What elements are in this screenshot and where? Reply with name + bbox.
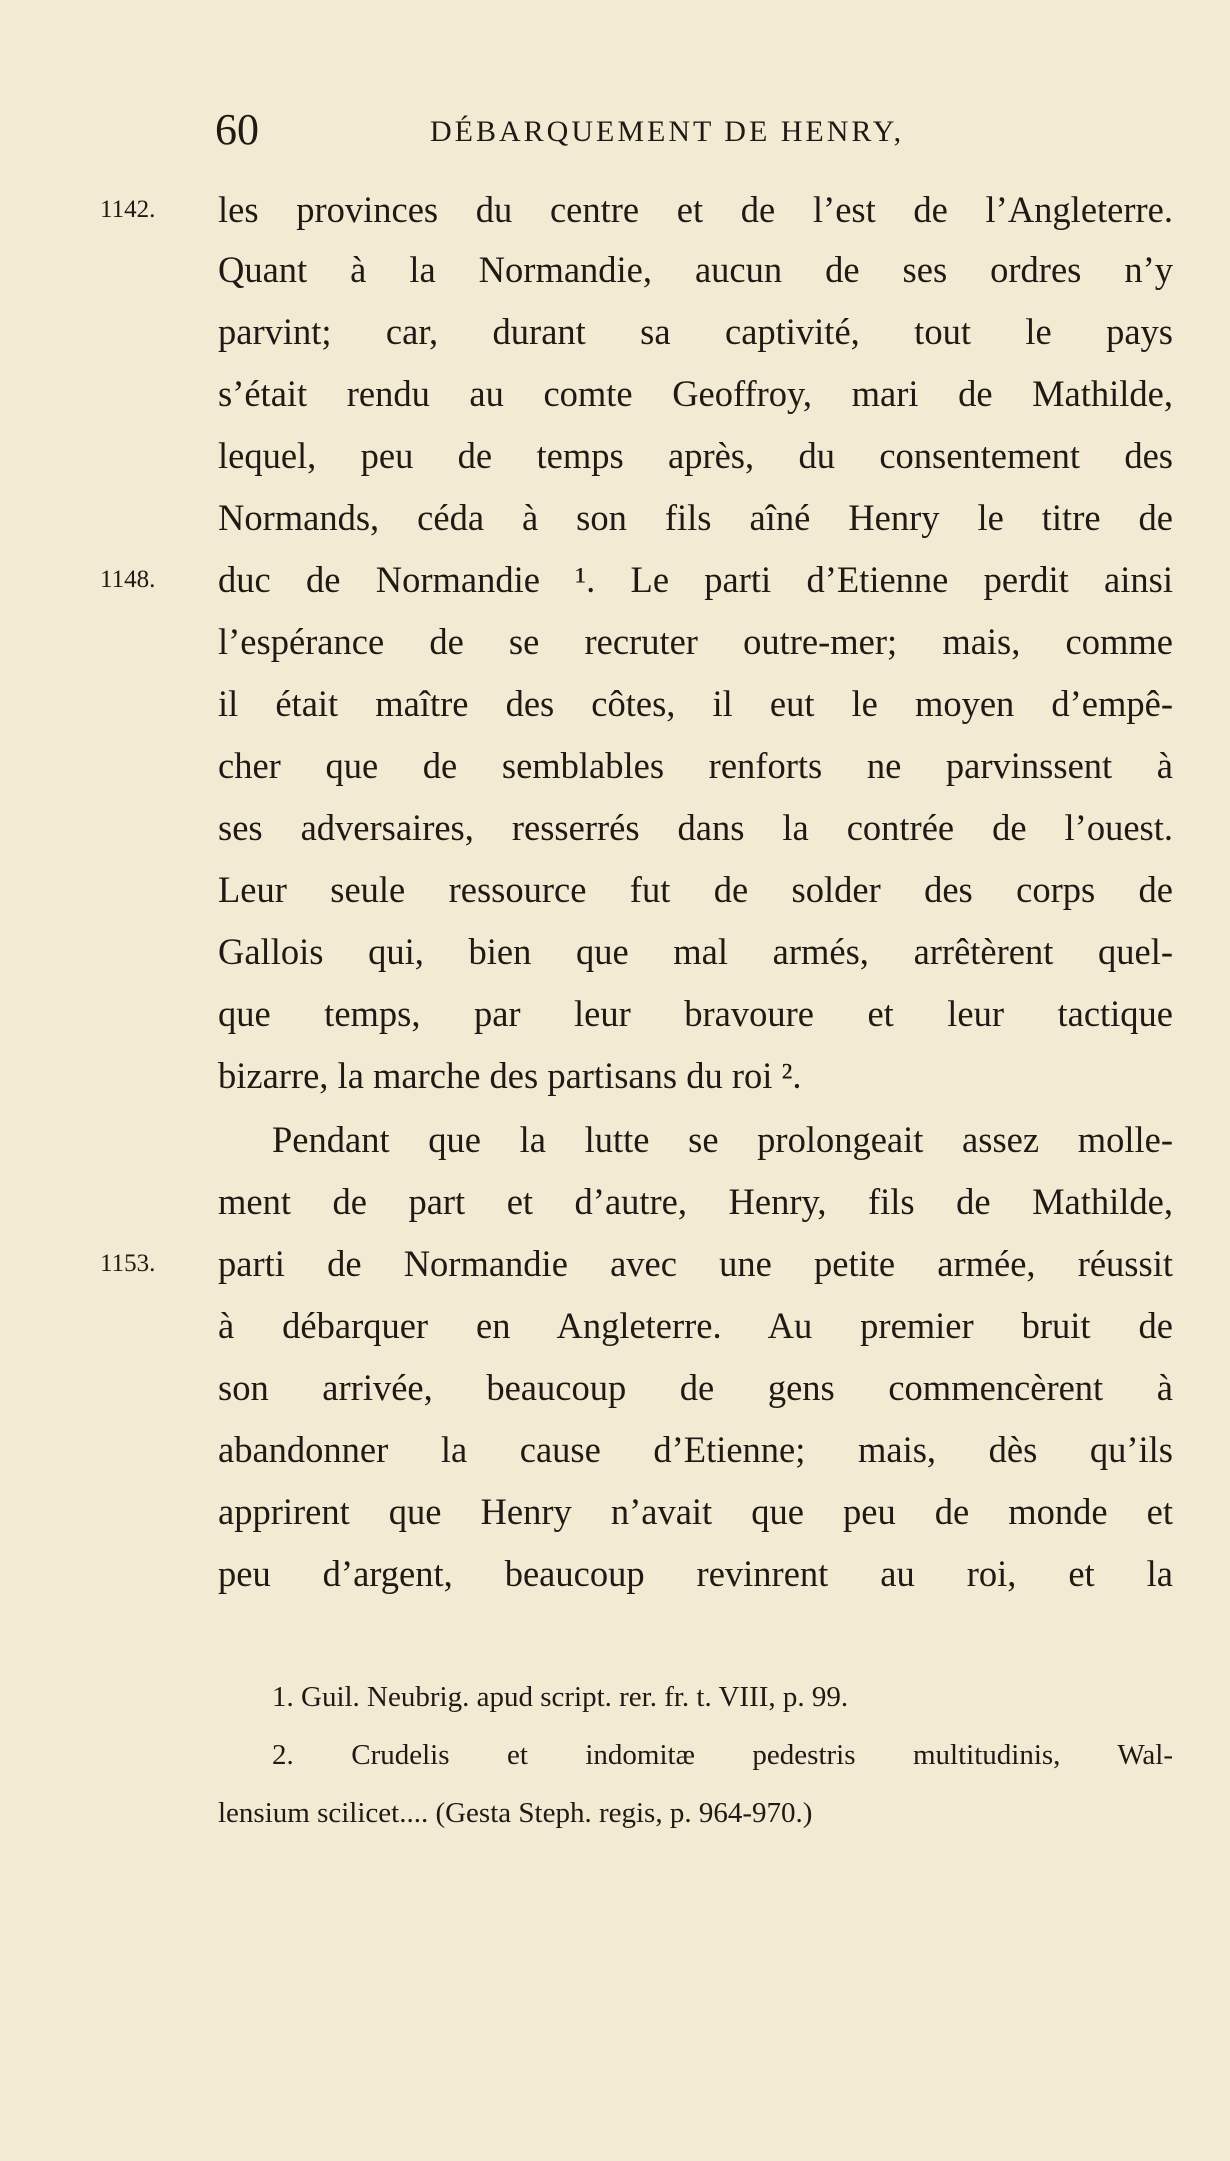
body-line-21: abandonner la cause d’Etienne; mais, dès qu’ils <box>218 1429 1173 1470</box>
body-line-9: il était maître des côtes, il eut le moyen d’empê- <box>218 683 1173 724</box>
body-line-14: que temps, par leur bravoure et leur tactique <box>218 993 1173 1034</box>
body-line-12: Leur seule ressource fut de solder des corps de <box>218 869 1173 910</box>
body-line-13: Gallois qui, bien que mal armés, arrêtèrent quel- <box>218 931 1173 972</box>
body-line-20: son arrivée, beaucoup de gens commencèrent à <box>218 1367 1173 1408</box>
body-line-5: lequel, peu de temps après, du consentement des <box>218 435 1173 476</box>
page-number: 60 <box>215 105 259 154</box>
body-line-19: à débarquer en Angleterre. Au premier bruit de <box>218 1305 1173 1346</box>
footnote-1: 1. Guil. Neubrig. apud script. rer. fr. t. VIII, p. 99. <box>272 1681 849 1713</box>
margin-date-1142: 1142. <box>100 196 156 223</box>
body-line-1: les provinces du centre et de l’est de l’Angleterre. <box>218 189 1173 230</box>
footnote-2: 2. Crudelis et indomitæ pedestris multitudinis, Wal- <box>272 1739 1173 1771</box>
chapter-heading: DÉBARQUEMENT DE HENRY, <box>430 115 905 148</box>
body-line-11: ses adversaires, resserrés dans la contrée de l’ouest. <box>218 807 1173 848</box>
body-line-23: peu d’argent, beaucoup revinrent au roi, et la <box>218 1553 1173 1594</box>
body-line-6: Normands, céda à son fils aîné Henry le titre de <box>218 497 1173 538</box>
body-line-10: cher que de semblables renforts ne parvinssent à <box>218 745 1173 786</box>
margin-date-1153: 1153. <box>100 1250 156 1277</box>
body-line-8: l’espérance de se recruter outre-mer; mais, comme <box>218 621 1173 662</box>
body-line-2: Quant à la Normandie, aucun de ses ordres n’y <box>218 249 1173 290</box>
footnote-2-cont: lensium scilicet.... (Gesta Steph. regis, p. 964-970.) <box>218 1797 813 1829</box>
body-line-22: apprirent que Henry n’avait que peu de monde et <box>218 1491 1173 1532</box>
body-line-7: duc de Normandie ¹. Le parti d’Etienne perdit ainsi <box>218 559 1173 600</box>
body-line-4: s’était rendu au comte Geoffroy, mari de Mathilde, <box>218 373 1173 414</box>
running-head <box>215 100 995 160</box>
margin-date-1148: 1148. <box>100 566 156 593</box>
body-line-15: bizarre, la marche des partisans du roi ². <box>218 1055 802 1096</box>
body-line-3: parvint; car, durant sa captivité, tout le pays <box>218 311 1173 352</box>
body-line-18: parti de Normandie avec une petite armée, réussit <box>218 1243 1173 1284</box>
body-line-16: Pendant que la lutte se prolongeait assez molle- <box>272 1119 1173 1160</box>
body-line-17: ment de part et d’autre, Henry, fils de Mathilde, <box>218 1181 1173 1222</box>
